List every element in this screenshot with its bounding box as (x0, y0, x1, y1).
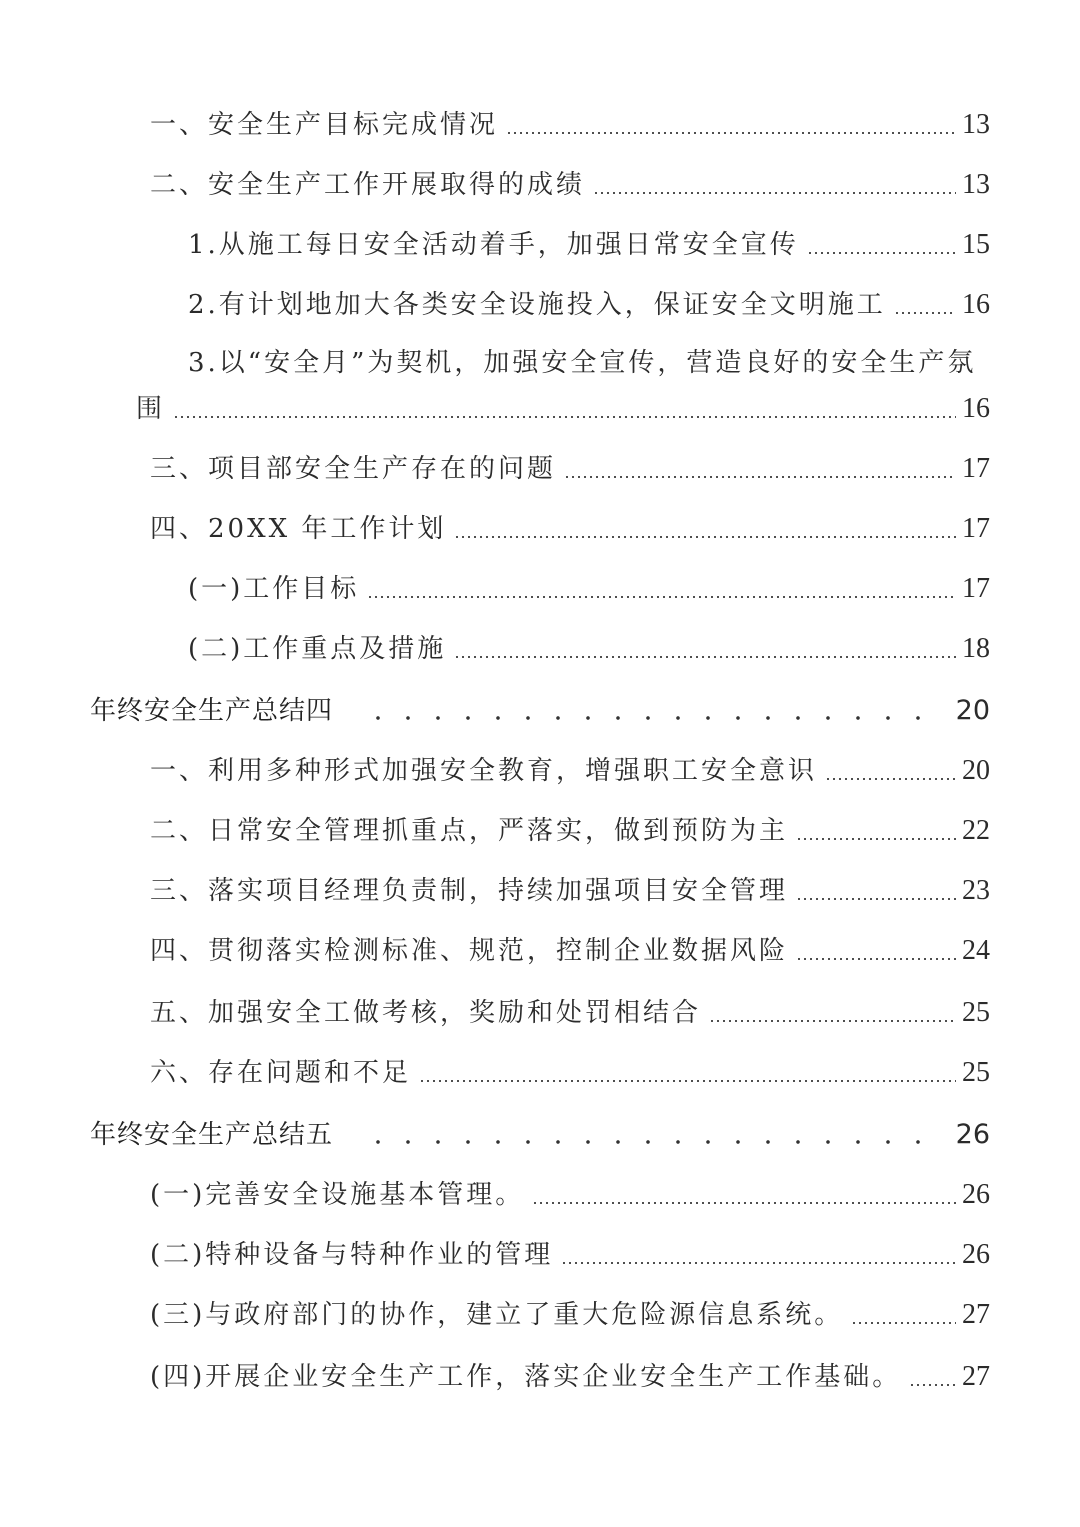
toc-entry-label-line2: 围 (136, 394, 166, 424)
toc-page-number: 16 (962, 289, 990, 320)
dot-leader (454, 536, 956, 538)
toc-entry[interactable] (0, 1292, 1080, 1332)
toc-page-number: 25 (962, 997, 990, 1028)
toc-entry-label: (一)完善安全设施基本管理。 (150, 1180, 525, 1210)
dot-leader (363, 716, 938, 720)
toc-page-number: 24 (962, 935, 990, 966)
toc-entry[interactable] (0, 748, 1080, 788)
toc-page-number: 17 (962, 453, 990, 484)
toc-entry-label: 2.有计划地加大各类安全设施投入，保证安全文明施工 (188, 290, 886, 320)
toc-entry-label: 二、日常安全管理抓重点，严落实，做到预防为主 (150, 816, 789, 846)
toc-entry[interactable] (0, 1232, 1080, 1272)
toc-entry[interactable] (0, 626, 1080, 666)
toc-section-label: 年终安全生产总结五 (90, 1120, 334, 1150)
toc-entry[interactable] (0, 1354, 1080, 1394)
dot-leader (825, 778, 956, 780)
toc-entry[interactable] (0, 386, 1080, 426)
toc-page-number: 22 (962, 815, 990, 846)
toc-page-number: 16 (962, 393, 990, 424)
toc-entry-label: 四、贯彻落实检测标准、规范，控制企业数据风险 (150, 936, 789, 966)
toc-entry-label: 三、项目部安全生产存在的问题 (150, 454, 557, 484)
toc-entry-label: 五、加强安全工做考核，奖励和处罚相结合 (150, 998, 702, 1028)
toc-page-number: 17 (962, 513, 990, 544)
toc-entry-label: (二)工作重点及措施 (188, 634, 447, 664)
dot-leader (564, 476, 956, 478)
dot-leader (796, 838, 956, 840)
dot-leader (851, 1322, 956, 1324)
toc-entry[interactable] (0, 1172, 1080, 1212)
toc-entry-label: 一、利用多种形式加强安全教育，增强职工安全意识 (150, 756, 818, 786)
dot-leader (173, 416, 956, 418)
toc-entry[interactable] (0, 162, 1080, 202)
toc-page-number: 13 (962, 109, 990, 140)
dot-leader (894, 312, 956, 314)
dot-leader (561, 1262, 956, 1264)
toc-entry[interactable] (0, 566, 1080, 606)
toc-page-number: 20 (962, 755, 990, 786)
dot-leader (709, 1020, 956, 1022)
toc-section-heading[interactable] (0, 688, 1080, 728)
toc-entry-label: 六、存在问题和不足 (150, 1058, 412, 1088)
toc-section-heading[interactable] (0, 1112, 1080, 1152)
dot-leader (807, 252, 956, 254)
toc-entry[interactable] (0, 282, 1080, 322)
toc-entry-label: (二)特种设备与特种作业的管理 (150, 1240, 554, 1270)
toc-page-number: 26 (955, 1119, 990, 1150)
toc-entry[interactable] (0, 990, 1080, 1030)
dot-leader (909, 1384, 956, 1386)
toc-entry-label: 一、安全生产目标完成情况 (150, 110, 499, 140)
toc-page-number: 13 (962, 169, 990, 200)
toc-page-number: 17 (962, 573, 990, 604)
toc-page-number: 26 (962, 1179, 990, 1210)
toc-entry[interactable] (0, 102, 1080, 142)
toc-page-number: 23 (962, 875, 990, 906)
dot-leader (796, 898, 956, 900)
toc-page-number: 27 (962, 1299, 990, 1330)
dot-leader (506, 132, 956, 134)
dot-leader (454, 656, 956, 658)
toc-entry-label: 二、安全生产工作开展取得的成绩 (150, 170, 586, 200)
dot-leader (532, 1202, 956, 1204)
toc-entry-label: (一)工作目标 (188, 574, 360, 604)
toc-entry[interactable] (0, 868, 1080, 908)
toc-page-number: 18 (962, 633, 990, 664)
toc-page-number: 15 (962, 229, 990, 260)
dot-leader (419, 1080, 956, 1082)
toc-entry-label-line1[interactable]: 3.以“安全月”为契机，加强安全宣传，营造良好的安全生产氛 (188, 348, 977, 378)
toc-entry[interactable] (0, 928, 1080, 968)
dot-leader (367, 596, 956, 598)
toc-entry[interactable] (0, 808, 1080, 848)
toc-page-number: 26 (962, 1239, 990, 1270)
toc-entry-label: (三)与政府部门的协作，建立了重大危险源信息系统。 (150, 1300, 844, 1330)
toc-page-number: 25 (962, 1057, 990, 1088)
dot-leader (796, 958, 956, 960)
toc-entry-label: 三、落实项目经理负责制，持续加强项目安全管理 (150, 876, 789, 906)
toc-entry[interactable] (0, 506, 1080, 546)
toc-entry[interactable] (0, 446, 1080, 486)
toc-entry-label: 1.从施工每日安全活动着手，加强日常安全宣传 (188, 230, 799, 260)
dot-leader (593, 192, 956, 194)
toc-page-number: 27 (962, 1361, 990, 1392)
toc-entry-label: (四)开展企业安全生产工作，落实企业安全生产工作基础。 (150, 1362, 902, 1392)
toc-entry[interactable] (0, 1050, 1080, 1090)
toc-entry[interactable] (0, 222, 1080, 262)
dot-leader (363, 1140, 938, 1144)
toc-page-number: 20 (955, 695, 990, 726)
toc-section-label: 年终安全生产总结四 (90, 696, 334, 726)
toc-entry-label: 四、20XX 年工作计划 (150, 514, 447, 544)
